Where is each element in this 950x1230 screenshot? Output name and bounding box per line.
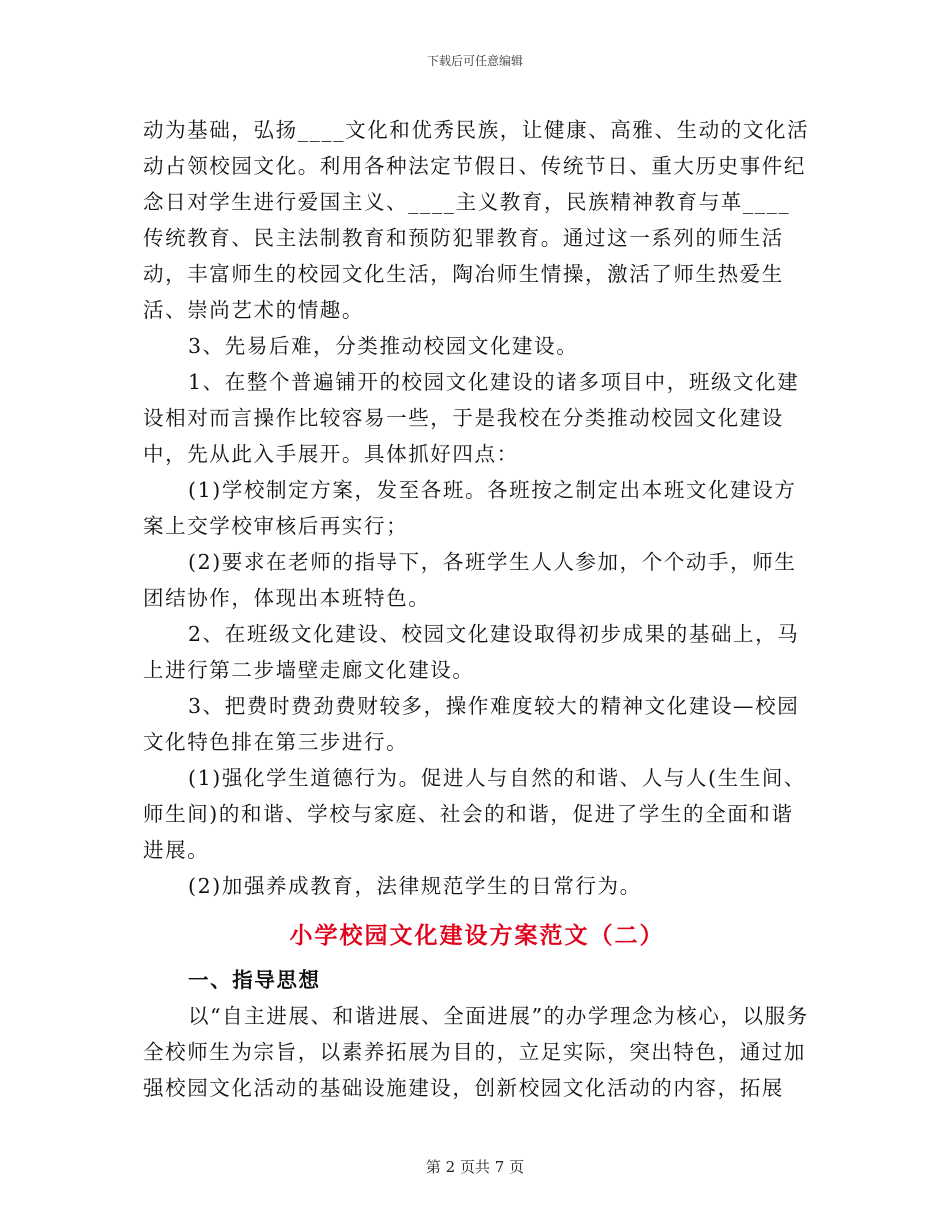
- page-footer-page-number: 第 2 页共 7 页: [425, 1158, 525, 1176]
- paragraph-subitem-2: (2)要求在老师的指导下，各班学生人人参加，个个动手，师生团结协作，体现出本班特色。: [143, 550, 797, 610]
- paragraph-continuation: 动为基础，弘扬____文化和优秀民族，让健康、高雅、生动的文化活动占领校园文化。利用各种法定节假日、传统节日、重大历史事件纪念日对学生进行爱国主义、____主义教育，民族精神教育与革____传统教育、民主法制教育和预防犯罪教育。通过这一系列的师生活动，丰富师生的校园文化生活，陶冶师生情操，激活了师生热爱生活、崇尚艺术的情趣。: [143, 118, 810, 322]
- section-paragraph: 以“自主进展、和谐进展、全面进展”的办学理念为核心，以服务全校师生为宗旨，以素养拓展为目的，立足实际，突出特色，通过加强校园文化活动的基础设施建设，创新校园文化活动的内容，拓展: [143, 1004, 809, 1100]
- section-title: 小学校园文化建设方案范文（二）: [289, 923, 665, 949]
- document-body: [143, 112, 811, 1106]
- page-header: 下载后可任意编辑: [426, 54, 523, 68]
- paragraph-item-3: 3、把费时费劲费财较多，操作难度较大的精神文化建设—校园文化特色排在第三步进行。: [143, 694, 800, 754]
- paragraph-item-2: 2、在班级文化建设、校园文化建设取得初步成果的基础上，马上进行第二步墙壁走廊文化建设。: [143, 622, 800, 682]
- paragraph-subitem-1: (1)学校制定方案，发至各班。各班按之制定出本班文化建设方案上交学校审核后再实行；: [143, 478, 797, 538]
- paragraph-subitem-3-1: (1)强化学生道德行为。促进人与自然的和谐、人与人(生生间、师生间)的和谐、学校与家庭、社会的和谐，促进了学生的全面和谐进展。: [143, 766, 807, 862]
- paragraph-subitem-3-2: (2)加强养成教育，法律规范学生的日常行为。: [188, 874, 642, 898]
- paragraph-item-1: 1、在整个普遍铺开的校园文化建设的诸多项目中，班级文化建设相对而言操作比较容易一些，于是我校在分类推动校园文化建设中，先从此入手展开。具体抓好四点：: [143, 370, 800, 466]
- section-heading-guiding-ideology: 一、指导思想: [188, 968, 321, 992]
- paragraph-step-3-heading: 3、先易后难，分类推动校园文化建设。: [188, 334, 579, 358]
